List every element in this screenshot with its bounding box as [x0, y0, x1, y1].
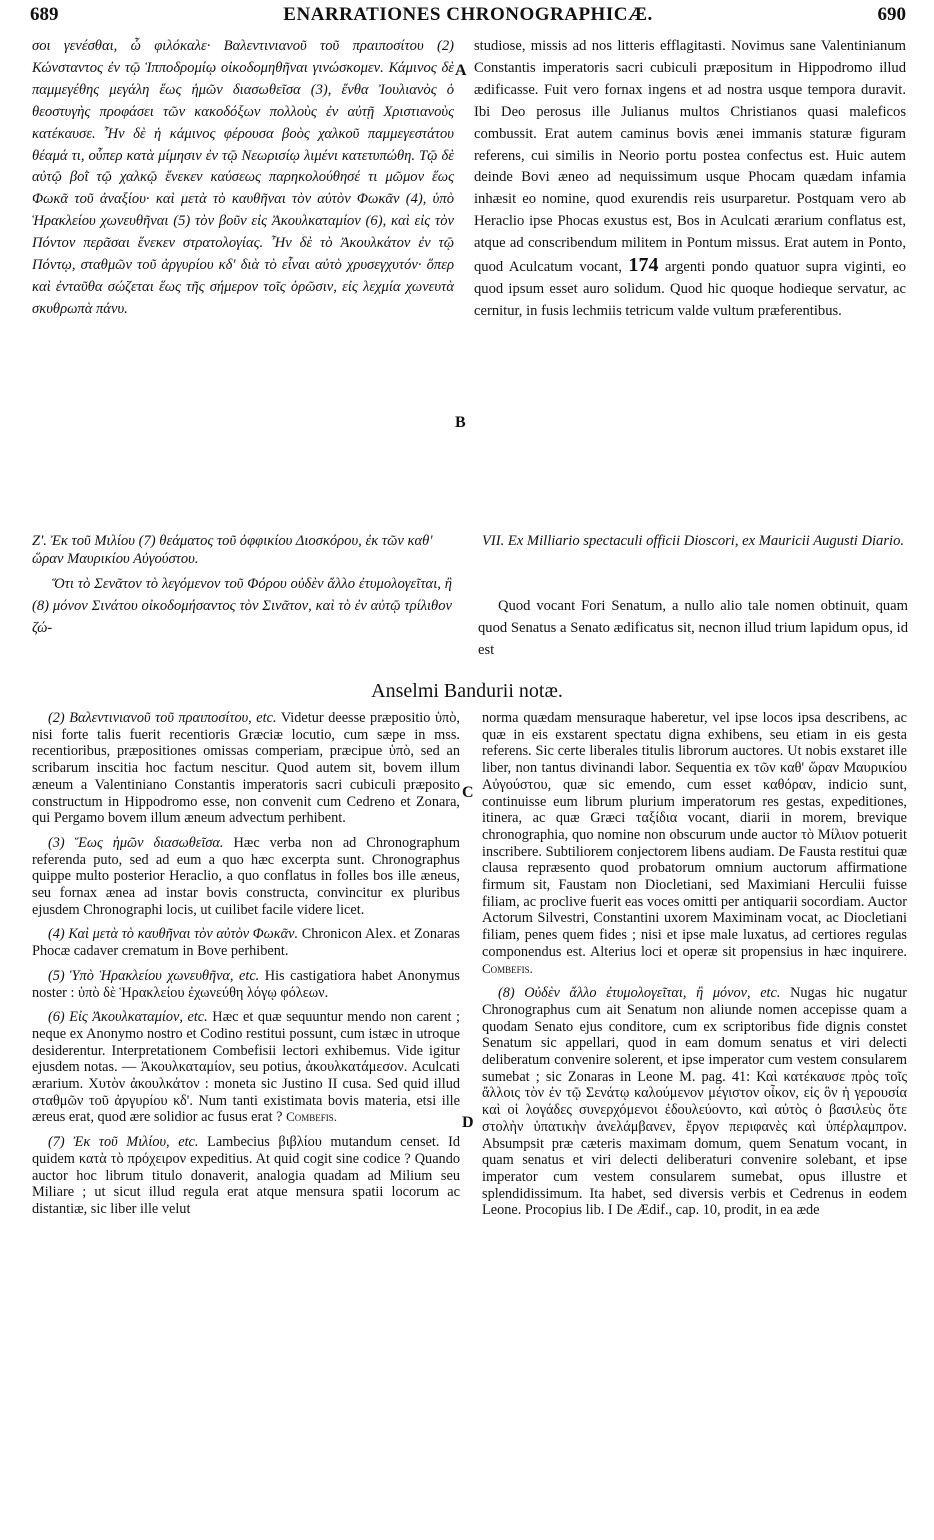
notes-right-column [482, 710, 907, 1530]
footnote-text: Videtur deesse præpositio ὑπὸ, nisi forte talis fuerit recentioris Græciæ locutio, cum sæpe in mss. recentioribus, præpositiones omissas comperiam, præcipue ὑπὸ, sed an scribarum inscitia hoc factum nescitur. Quod autem sit, bovem illum æneum a Valentiniano Constantis imperatoris sacri cubiculi præposito constructum in Hippodromo esse, non convenit cum Cedreno et Zonara, qui Pergamo bovem illum æneum advectum perhibent. [32, 710, 460, 827]
footnote-text: Chronicon Alex. et Zonaras Phocæ cadaver crematum in Bove perhibent. [32, 926, 460, 960]
footnote-continued [482, 710, 907, 977]
latin-text-column [474, 36, 906, 506]
footnote-lemma: (4) Καὶ μετὰ τὸ καυθῆναι τὸν αὐτὸν Φωκᾶν. [48, 926, 299, 943]
footnote-text: Hæc verba non ad Chronographum referenda puto, sed ad eum a quo hæc excerpta sunt. Chronographus quippe multo posterior Heraclio, a quo conflatus in folles bos ille æneus, seu fornax ænea ad instar bovis constructa, convincitur ex pluribus ejusdem Chronographi locis, ut cuilibet facile videre licet. [32, 834, 461, 918]
footnote [32, 1134, 460, 1218]
greek-text-column: σοι γενέσθαι, ὦ φιλόκαλε· Βαλεντινιανοῦ τοῦ πραιποσίτου (2) Κώνσταντος ἐν τῷ Ἱπποδρομίῳ οἰκοδομηθῆναι γινώσκομεν. Κάμινος δὲ παμμεγέθης μεγάλη ἕως ἡμῶν διασωθεῖσα (3), ἔνθα Ἰουλιανὸς ὁ θεοστυγὴς προφάσει τῶν κακοδόξων πολλοὺς ἐν αὐτῇ Χριστιανοὺς κατέκαυσε. Ἦν δὲ ἡ κάμινος φέρουσα βοὸς χαλκοῦ παμμεγεστάτου θέαμά τι, οὗπερ κατὰ μίμησιν ἐν τῷ Νεωρισίῳ λιμένι κατετυπώθη. Τῷ δὲ αὐτῷ βοῒ τῷ χαλκῷ ἕνεκεν καύσεως παρηκολούθησέ τι μῶμον ἕως Φωκᾶ τοῦ ἀναξίου· καὶ μετὰ τὸ καυθῆναι τὸν αὐτὸν Φωκᾶν (4), ὑπὸ Ἡρακλείου χωνευθῆναι (5) τὸν βοῦν εἰς Ἀκουλκαταμίον (6), καὶ εἰς τὸν Πόντον περᾶσαι ἕνεκεν στρατολογίας. Ἦν δὲ τὸ Ἀκουλκάτον ἐν τῷ Πόντῳ, σταθμῶν τοῦ ἀργυρίου κδ' διὰ τὸ εἶναι αὐτὸ χρυσεγχυτόν· ὅπερ καὶ ἐνταῦθα σώζεται ἕως τῆς σήμερον τοῖς ὁρῶσιν, εἰς λεχμία χωνευτὰ σκυθρωπὰ πάνυ. [32, 38, 454, 317]
page-number-left: 689 [30, 4, 59, 25]
page-number-right: 690 [877, 4, 906, 25]
running-head [30, 4, 906, 32]
footnote-lemma: (2) Βαλεντινιανοῦ τοῦ πραιποσίτου, etc. [48, 710, 277, 726]
footnote [32, 1009, 460, 1126]
margin-marker-c: C [462, 784, 474, 801]
footnote-lemma: (3) Ἕως ἡμῶν διασωθεῖσα. [48, 834, 224, 851]
footnote-text: Lambecius βιβλίου mutandum censet. Id quidem κατὰ τὸ πρόχειρον expeditius. At quid cogit sine codice ? Quando auctor hoc librum titulo donaverit, analogia quadam ad Milium seu Miliare ; ut sicut illud regula erat atque mensura spatii locorum ac distantiæ, sic liber ille velut [32, 1134, 460, 1217]
footnote-signature: Combefis. [286, 1109, 338, 1125]
footnote [32, 926, 460, 959]
footnote-lemma: (5) Ὑπὸ Ἡρακλείου χωνευθῆνα, etc. [48, 967, 260, 984]
footnote-lemma: (7) Ἐκ τοῦ Μιλίου, etc. [48, 1134, 199, 1151]
footnote-lemma: (8) Οὐδὲν ἄλλο ἐτυμολογεῖται, ἢ μόνον, etc. [498, 985, 781, 1002]
notes-title: Anselmi Bandurii notæ. [371, 680, 563, 702]
section-heading-greek: Ζ'. Ἐκ τοῦ Μιλίου (7) θεάματος τοῦ ὀφφικίου Διοσκόρου, ἐκ τῶν καθ' ὥραν Μαυρικίου Αὐγούστου. [32, 533, 433, 567]
footnote-text: Hæc et quæ sequuntur mendo non carent ; neque ex Anonymo nostro et Codino restitui possunt, cum istæc in utroque desiderentur. Interpretationem Combefisii lectori exhibemus. Vide igitur ejusdem notas. — Ἀκουλκαταμίον, seu potius, ἀκουλκατάμεσον. Aculcati ærarium. Χυτὸν ἀκουλκάτον : moneta sic Justino II cusa. Sed quid illud σταθμῶν τοῦ ἀργυρίου κδ'. Num tanti existimata bovis materia, etsi ille æreus erat, quod ære solidior ac fusus erat ? [32, 1009, 460, 1126]
section-body-greek: Ὅτι τὸ Σενᾶτον τὸ λεγόμενον τοῦ Φόρου οὐδὲν ἄλλο ἐτυμολογεῖται, ἢ (8) μόνον Σινάτου οἰκοδομήσαντος τὸν Σινᾶτον, καὶ τὸ ἐν αὐτῷ τρίλιθον ζώ- [32, 576, 452, 636]
section-heading-latin: VII. Ex Milliario spectaculi officii Dioscori, ex Mauricii Augusti Diario. [481, 533, 905, 549]
footnote [32, 710, 460, 827]
footnote [482, 985, 907, 1219]
marginal-page-number: 174 [628, 254, 659, 277]
running-title: ENARRATIONES CHRONOGRAPHICÆ. [283, 4, 653, 25]
footnote-text: Nugas hic nugatur Chronographus cum ait Senatum non aliunde nomen accepisse quam a quodam Senato ejus conditore, cum ex scriptoribus fide dignis constet Senatum sic appellari, quod in eam domum senatus et viri delecti deliberatum convenire solerent, et ipse imperator cum vestem consularem sumebat ; sic Zonaras in Leone M. pag. 41: Καὶ κατέκαυσε πρὸς τοῖς ἄλλοις τὸν ἐν τῷ Σενάτῳ καλούμενον μέγιστον οἶκον, εἰς ὃν ἡ γερουσία καὶ οἱ λογάδες συνερχόμενοι ἐδουλεύοντο, καὶ αὐτὸς ὁ βασιλεὺς ὅτε στολὴν ὑπατικὴν ἀνελάμβανεν, ἔργον περιφανὲς καὶ ὑπέρλαμπρον. Absumpsit præ cæteris maximam domum, quem Senatum vocant, in quam senatus et viri delecti deliberaturi convenire solebant, et ipse imperator cum vestem consularem sumebat, opus illustre et splendidissimum. Ita habet, sed diversis verbis et Cedrenus in eodem Leone. Procopius lib. I De Ædif., cap. 10, prodit, in ea æde [482, 985, 907, 1219]
notes-left-column [32, 710, 460, 1530]
footnote-signature: Combefis. [482, 960, 533, 976]
margin-marker-d: D [462, 1114, 474, 1131]
footnote-lemma: (6) Εἰς Ἀκουλκαταμίον, etc. [48, 1009, 208, 1026]
latin-text-part-2: argenti pondo quatuor supra viginti, eo quod ipsum esset auro solidum. Quod hic quoque hodieque servatur, ac cernitur, in fusis lechmiis tetricum valde vultum præferentibus. [474, 259, 906, 319]
footnote-text: norma quædam mensuraque haberetur, vel ipse locos ipsa describens, ac quæ in eis exstarent spectatu digna exhibens, seu etiam in eis gesta referens. Sic certe liberales titulis librorum auctores. Ut nobis exstaret ille liber, non tantus divinandi labor. Sequentia ex τῶν καθ' ὥραν Μαυρικίου Αὐγούστου, quæ sic emendo, cum esset καθόραν, indicio sunt, continuisse eum librum plurium imperatorum res gestas, expeditiones, itinera, ac quæ Græci ταξίδια vocant, diarii in morem, brevique chronographia, quo nomine non obscurum unde auctor τὸ Μίλιον potuerit inscribere. Subtiliorem conjectorem libens audiam. De Fausta restitui quæ clausa repræsento quod probatorum omnium auctorum affirmatione firmum sit, Faustam non Diocletiani, sed Maximiani Herculii fuisse filiam, ac proclive fuerit eas voces omitti per antiquarii socordiam. Auctor Actorum Silvestri, Constantini uxorem Maximinam vocat, ac Diocletiani filiam, penes quem fides ; nisi et ipse male luxatus, ad certiores regulas componendus est. Alterius loci et operæ sit propensius in hæc inquirere. [482, 710, 907, 960]
section-body-latin: Quod vocant Fori Senatum, a nullo alio tale nomen obtinuit, quam quod Senatus a Senato ædificatus sit, necnon illud trium lapidum opus, id est [478, 598, 908, 658]
latin-text-part-1: studiose, missis ad nos litteris efflagitasti. Novimus sane Valentinianum Constantis imperatoris sacri cubiculi præpositum in Hippodromo illud ædificasse. Fuit vero fornax ingens et ad nostra usque tempora duravit. Ibi Deo perosus ille Julianus multos Christianos quasi maleficos combussit. Erat autem caminus bovis ænei immanis staturæ figuram referens, cui similis in Neorio portu postea confectus est. Huic autem deinde Bovi æneo ad nequissimum usque Phocam quædam infamia inhæsit eo nomine, quod exurendis reis usurparetur. Postquam vero ab Heraclio ipse Phocas exustus est, Bos in Aculcati ærarium conflatus est, atque ad conscribendum militem in Pontum missus. Erat autem in Ponto, quod Aculcatum vocant, [474, 38, 906, 276]
margin-marker-b: B [455, 414, 466, 431]
footnote [32, 968, 460, 1001]
margin-marker-a: A [455, 62, 467, 79]
footnote [32, 835, 460, 919]
footnote-text: His castigatiora habet Anonymus noster : ὑπὸ δὲ Ἡρακλείου ἐχωνεύθη λόγῳ φόλεων. [32, 967, 460, 1001]
